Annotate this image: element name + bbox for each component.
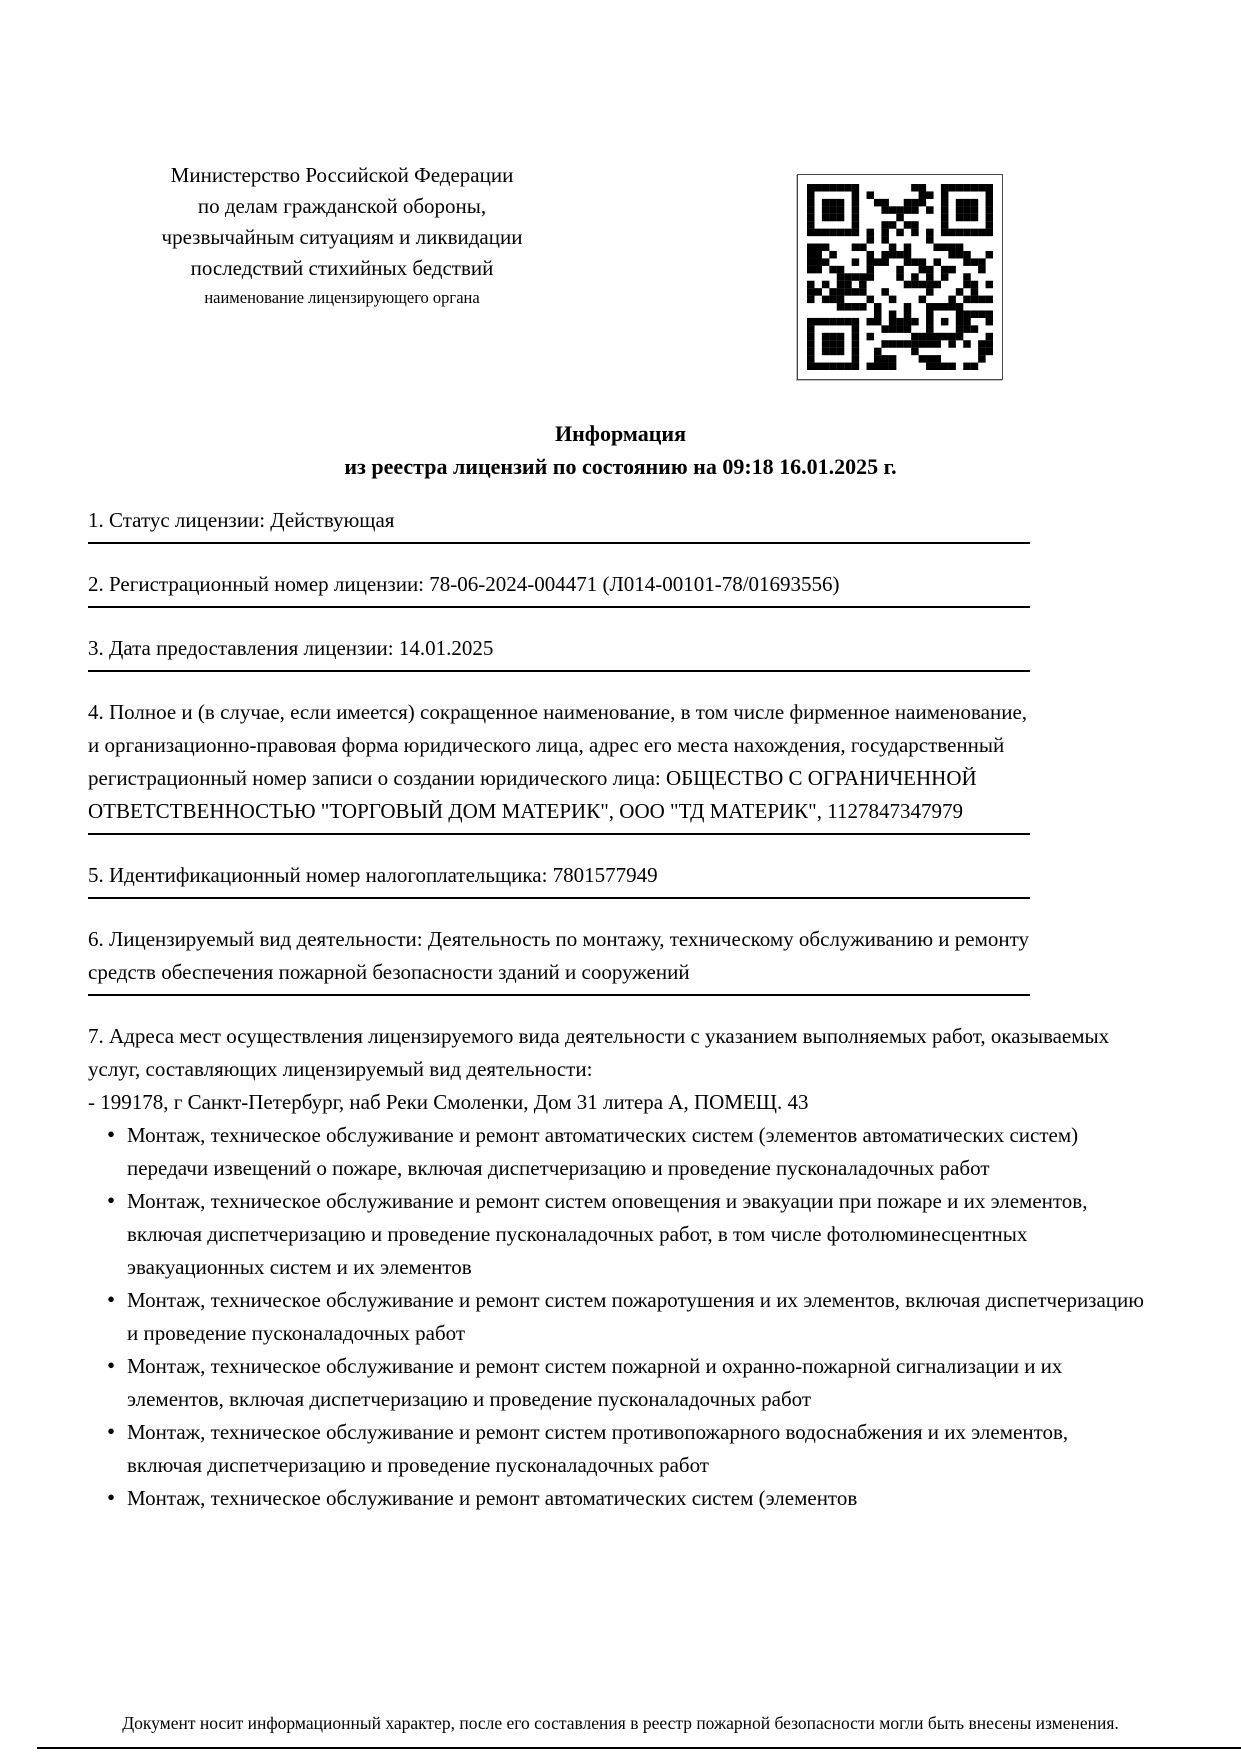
page-title: Информация <box>554 421 686 446</box>
ministry-caption: наименование лицензирующего органа <box>204 288 480 307</box>
bullet-icon: • <box>107 1122 116 1147</box>
bullet-icon: • <box>107 1419 116 1444</box>
work-type-text: Монтаж, техническое обслуживание и ремонт автоматических систем (элементов автоматических систем) передачи извещений о пожаре, включая диспетчеризацию и проведение пусконаладочных работ <box>127 1123 1079 1180</box>
work-type-text: Монтаж, техническое обслуживание и ремонт систем пожарной и охранно-пожарной сигнализации и их элементов, включая диспетчеризацию и проведение пусконаладочных работ <box>127 1354 1063 1411</box>
work-type-item <box>88 1119 1146 1185</box>
work-type-item <box>88 1185 1146 1284</box>
work-types-list <box>88 1119 1146 1515</box>
item-legal-entity: 4. Полное и (в случае, если имеется) сокращенное наименование, в том числе фирменное наименование, и организационно-правовая форма юридического лица, адрес его места нахождения, государственный регистрационный номер записи о создании юридического лица: ОБЩЕСТВО С ОГРАНИЧЕННОЙ ОТВЕТСТВЕННОСТЬЮ "ТОРГОВЫЙ ДОМ МАТЕРИК", ООО "ТД МАТЕРИК", 1127847347979 <box>88 696 1030 835</box>
bullet-icon: • <box>107 1353 116 1378</box>
work-type-item <box>88 1416 1146 1482</box>
work-type-text: Монтаж, техническое обслуживание и ремонт систем пожаротушения и их элементов, включая диспетчеризацию и проведение пусконаладочных работ <box>127 1288 1144 1345</box>
bullet-icon: • <box>107 1485 116 1510</box>
bullet-icon: • <box>107 1287 116 1312</box>
work-type-item <box>88 1284 1146 1350</box>
qr-code-pattern <box>807 184 993 370</box>
work-type-text: Монтаж, техническое обслуживание и ремонт систем оповещения и эвакуации при пожаре и их элементов, включая диспетчеризацию и проведение пусконаладочных работ, в том числе фотолюминесцентных эвакуационных систем и их элементов <box>127 1189 1088 1279</box>
licensing-authority-block <box>112 160 572 309</box>
item-activity-addresses <box>88 1020 1146 1515</box>
registry-content <box>0 504 1150 1515</box>
bullet-icon: • <box>107 1188 116 1213</box>
footer-divider <box>37 1747 1241 1749</box>
work-type-item <box>88 1482 1146 1515</box>
ministry-line: по делам гражданской обороны, <box>197 194 487 218</box>
item-taxpayer-number: 5. Идентификационный номер налогоплательщика: 7801577949 <box>88 859 1030 899</box>
work-type-text: Монтаж, техническое обслуживание и ремонт систем противопожарного водоснабжения и их элементов, включая диспетчеризацию и проведение пусконаладочных работ <box>127 1420 1069 1477</box>
addresses-intro: 7. Адреса мест осуществления лицензируемого вида деятельности с указанием выполняемых работ, оказываемых услуг, составляющих лицензируемый вид деятельности: <box>88 1024 1110 1081</box>
item-license-status: 1. Статус лицензии: Действующая <box>88 504 1030 544</box>
ministry-line: последствий стихийных бедствий <box>190 256 494 280</box>
ministry-line: Министерство Российской Федерации <box>170 163 514 187</box>
qr-code <box>797 174 1003 380</box>
item-registration-number: 2. Регистрационный номер лицензии: 78-06-2024-004471 (Л014-00101-78/01693556) <box>88 568 1030 608</box>
item-grant-date: 3. Дата предоставления лицензии: 14.01.2025 <box>88 632 1030 672</box>
page-subtitle: из реестра лицензий по состоянию на 09:18 16.01.2025 г. <box>344 454 897 479</box>
item-licensed-activity: 6. Лицензируемый вид деятельности: Деятельность по монтажу, техническому обслуживанию и ремонту средств обеспечения пожарной безопасности зданий и сооружений <box>88 923 1030 996</box>
address-line: - 199178, г Санкт-Петербург, наб Реки Смоленки, Дом 31 литера А, ПОМЕЩ. 43 <box>88 1090 809 1114</box>
work-type-text: Монтаж, техническое обслуживание и ремонт автоматических систем (элементов <box>127 1486 858 1510</box>
footer-disclaimer: Документ носит информационный характер, после его составления в реестр пожарной безопасности могли быть внесены изменения. <box>122 1713 1119 1733</box>
work-type-item <box>88 1350 1146 1416</box>
ministry-line: чрезвычайным ситуациям и ликвидации <box>161 225 523 249</box>
